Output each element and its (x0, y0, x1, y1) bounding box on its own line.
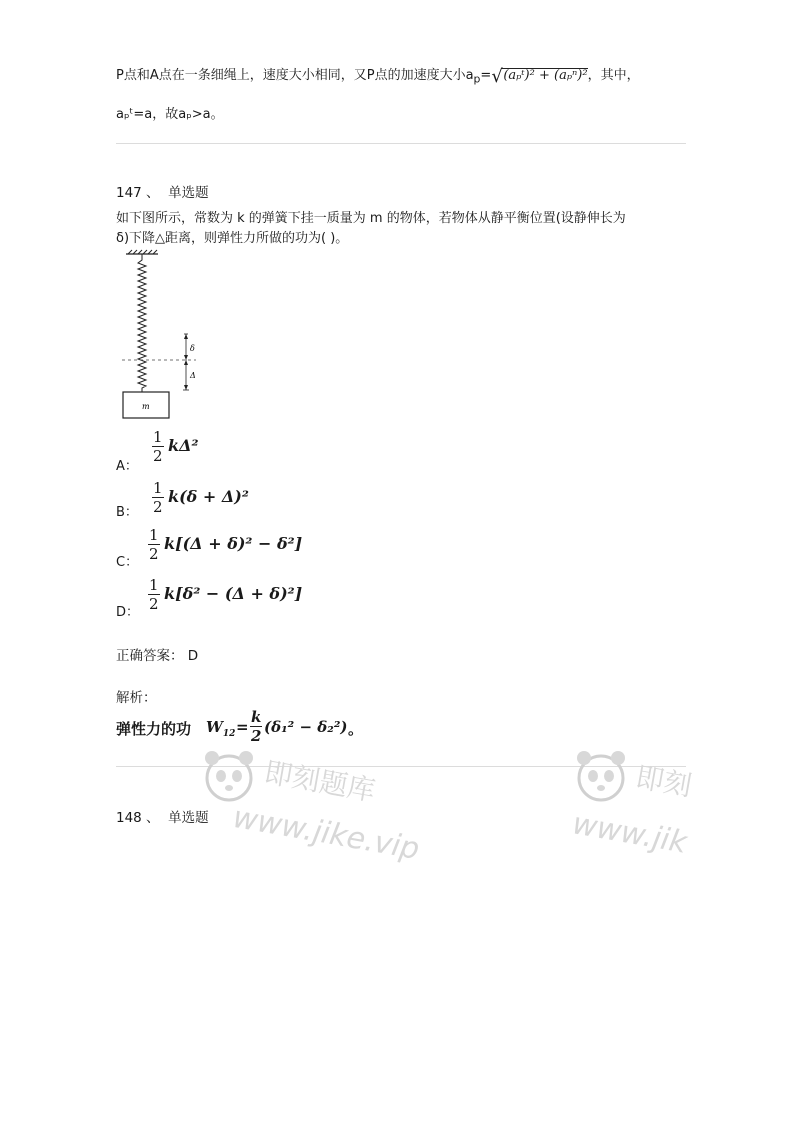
option-label: C： (116, 555, 139, 570)
arrow-up-icon (184, 334, 188, 339)
prev-answer-line-1 (116, 64, 640, 86)
spring-coil (138, 254, 146, 392)
equals-sign: = (480, 68, 492, 83)
sqrt-formula (491, 66, 588, 87)
prev-text-suffix: ，其中， (587, 68, 640, 83)
mass-label: m (142, 402, 150, 411)
question-stem-line-1: 如下图所示，常数为 k 的弹簧下挂一质量为 m 的物体，若物体从静平衡位置(设静伸长为 (116, 211, 626, 226)
panda-logo-icon (572, 744, 630, 810)
equals-sign: = (236, 718, 249, 736)
question-type: 单选题 (168, 185, 209, 201)
spring-figure (116, 250, 206, 422)
question-type: 单选题 (168, 810, 209, 826)
panda-logo-icon (200, 744, 258, 810)
option-expression: kΔ² (168, 436, 199, 455)
option-expression: k[δ² − (Δ + δ)²] (164, 584, 303, 603)
work-symbol: $W_{12}$ (206, 718, 236, 739)
watermark (200, 738, 423, 878)
fraction: $\frac{k}{2}$ (250, 708, 262, 745)
prev-answer-line-2: aₚᵗ=a，故aₚ>a。 (116, 107, 224, 122)
answer-value: D (187, 648, 199, 664)
arrow-down-icon (184, 355, 188, 360)
watermark-brand: 即刻 (633, 760, 695, 803)
fraction: $\frac{1}{2}$ (149, 526, 159, 563)
question-header (116, 806, 209, 826)
subscript: p (473, 72, 481, 86)
delta-label: δ (190, 344, 195, 353)
analysis-text: 弹性力的功 (116, 720, 192, 738)
watermark-partial (569, 738, 695, 878)
watermark-url: www.jike.vip (230, 799, 423, 868)
watermark-url: www.jik (569, 806, 690, 861)
fraction: $\frac{1}{2}$ (149, 576, 159, 613)
option-expression: k(δ + Δ)² (168, 487, 249, 506)
option-expression: k[(Δ + δ)² − δ²] (164, 534, 303, 553)
prev-text: P点和A点在一条细绳上，速度大小相同，又P点的加速度大小a (116, 68, 474, 83)
question-number: 147 、 (116, 185, 160, 201)
option-label: B： (116, 505, 138, 520)
Delta-label: Δ (190, 371, 196, 380)
fraction: $\frac{1}{2}$ (153, 428, 163, 465)
analysis-expression: (δ₁² − δ₂²) (264, 718, 348, 736)
option-label: D： (116, 605, 140, 620)
period: 。 (348, 720, 364, 738)
arrow-down-icon-2 (184, 385, 188, 390)
arrow-up-icon-2 (184, 360, 188, 365)
question-number: 148 、 (116, 810, 160, 826)
question-header (116, 181, 209, 201)
option-label: A： (116, 459, 138, 474)
watermark-brand: 即刻题库 (261, 755, 378, 808)
answer-label: 正确答案： (116, 648, 184, 664)
sqrt-icon: √ (491, 66, 503, 87)
analysis-label: 解析： (116, 690, 157, 706)
correct-answer (116, 644, 198, 664)
divider (116, 143, 686, 144)
sqrt-bar (501, 68, 587, 69)
question-stem-line-2: δ)下降△距离，则弹性力所做的功为( )。 (116, 231, 349, 246)
fraction: $\frac{1}{2}$ (153, 479, 163, 516)
sqrt-expression: (aₚᵗ)² + (aₚⁿ)² (503, 68, 588, 83)
